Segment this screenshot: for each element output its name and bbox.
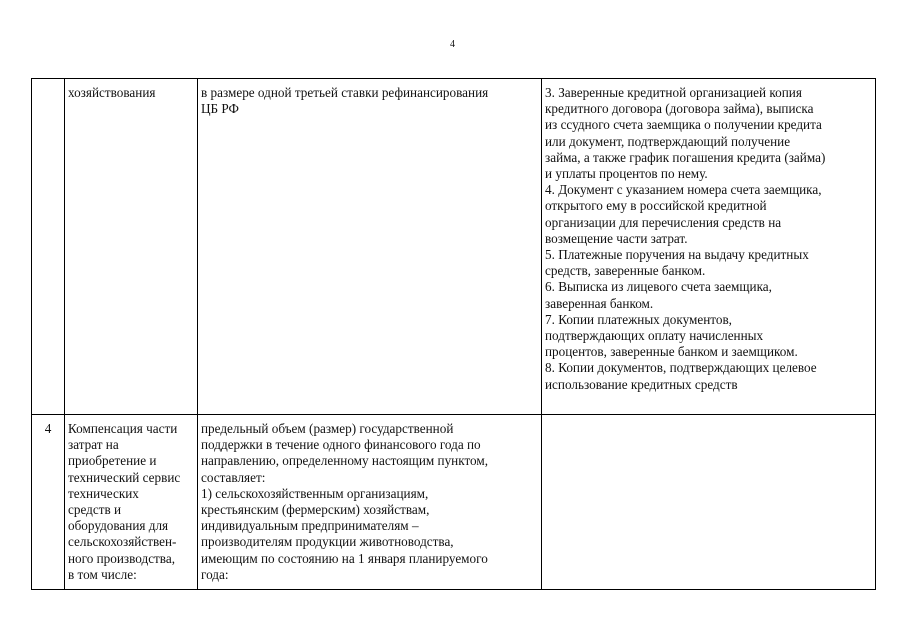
- cell-text-line: поддержки в течение одного финансового года по: [201, 437, 481, 453]
- cell-text-line: предельный объем (размер) государственной: [201, 421, 454, 436]
- cell-text-line: процентов, заверенные банком и заемщиком.: [545, 344, 798, 360]
- cell-text-line: производителям продукции животноводства,: [201, 534, 454, 550]
- cell-text-line: подтверждающих оплату начисленных: [545, 328, 764, 344]
- cell-text-line: в размере одной третьей ставки рефинансирования: [201, 85, 489, 100]
- cell-text-line: 5. Платежные поручения на выдачу кредитных: [545, 247, 809, 263]
- cell-text-line: оборудования для: [68, 518, 169, 534]
- cell-text-line: открытого ему в российской кредитной: [545, 198, 767, 214]
- cell-text-line: 7. Копии платежных документов,: [545, 311, 732, 327]
- cell-text-line: технический сервис: [68, 469, 181, 485]
- cell-text-line: имеющим по состоянию на 1 января планируемого: [201, 550, 488, 566]
- cell-text-line: средств и: [68, 502, 122, 518]
- table-row: [32, 79, 876, 415]
- cell-text-line: составляет:: [201, 469, 266, 485]
- cell-text-line: 6. Выписка из лицевого счета заемщика,: [545, 279, 772, 295]
- cell-text-line: заверенная банком.: [545, 295, 654, 311]
- cell-text-line: из ссудного счета заемщика о получении кредита: [545, 117, 822, 133]
- cell-text-line: ЦБ РФ: [201, 101, 239, 117]
- cell-text-line: технических: [68, 485, 139, 501]
- cell-text-line: индивидуальным предпринимателям –: [201, 518, 419, 534]
- cell-text-line: направлению, определенному настоящим пунктом,: [201, 453, 489, 469]
- cell-text-line: займа, а также график погашения кредита (займа): [545, 149, 826, 165]
- cell-text-line: кредитного договора (договора займа), выписка: [545, 101, 814, 117]
- table-row: [32, 415, 876, 590]
- cell-text-line: в том числе:: [68, 566, 137, 582]
- cell-text-line: 4. Документ с указанием номера счета заемщика,: [545, 182, 822, 198]
- cell-text-line: 1) сельскохозяйственным организациям,: [201, 485, 429, 501]
- measure-name-cell: [65, 415, 198, 590]
- cell-text-line: использование кредитных средств: [545, 376, 738, 392]
- cell-text-line: 3. Заверенные кредитной организацией копия: [545, 85, 802, 100]
- cell-text-line: средств, заверенные банком.: [545, 263, 706, 279]
- row-number-cell: [32, 79, 65, 415]
- cell-text-line: приобретение и: [68, 453, 157, 469]
- cell-text-line: 8. Копии документов, подтверждающих целевое: [545, 360, 817, 376]
- cell-text-line: возмещение части затрат.: [545, 230, 688, 246]
- required-documents-cell: [542, 79, 876, 415]
- cell-text-line: и уплаты процентов по нему.: [545, 166, 708, 182]
- document-table: [31, 78, 876, 590]
- cell-text-line: Компенсация части: [68, 421, 178, 436]
- required-documents-cell: [542, 415, 876, 590]
- row-number-cell: 4: [32, 415, 65, 590]
- cell-text-line: хозяйствования: [68, 85, 156, 100]
- cell-text-line: организации для перечисления средств на: [545, 214, 782, 230]
- support-conditions-cell: [198, 415, 542, 590]
- cell-text-line: крестьянским (фермерским) хозяйствам,: [201, 502, 430, 518]
- cell-text-line: года:: [201, 566, 229, 582]
- cell-text-line: или документ, подтверждающий получение: [545, 133, 791, 149]
- page-number: 4: [450, 39, 455, 50]
- cell-text-line: ного производства,: [68, 550, 176, 566]
- support-conditions-cell: [198, 79, 542, 415]
- measure-name-cell: [65, 79, 198, 415]
- cell-text-line: затрат на: [68, 437, 119, 453]
- cell-text-line: сельскохозяйствен-: [68, 534, 177, 550]
